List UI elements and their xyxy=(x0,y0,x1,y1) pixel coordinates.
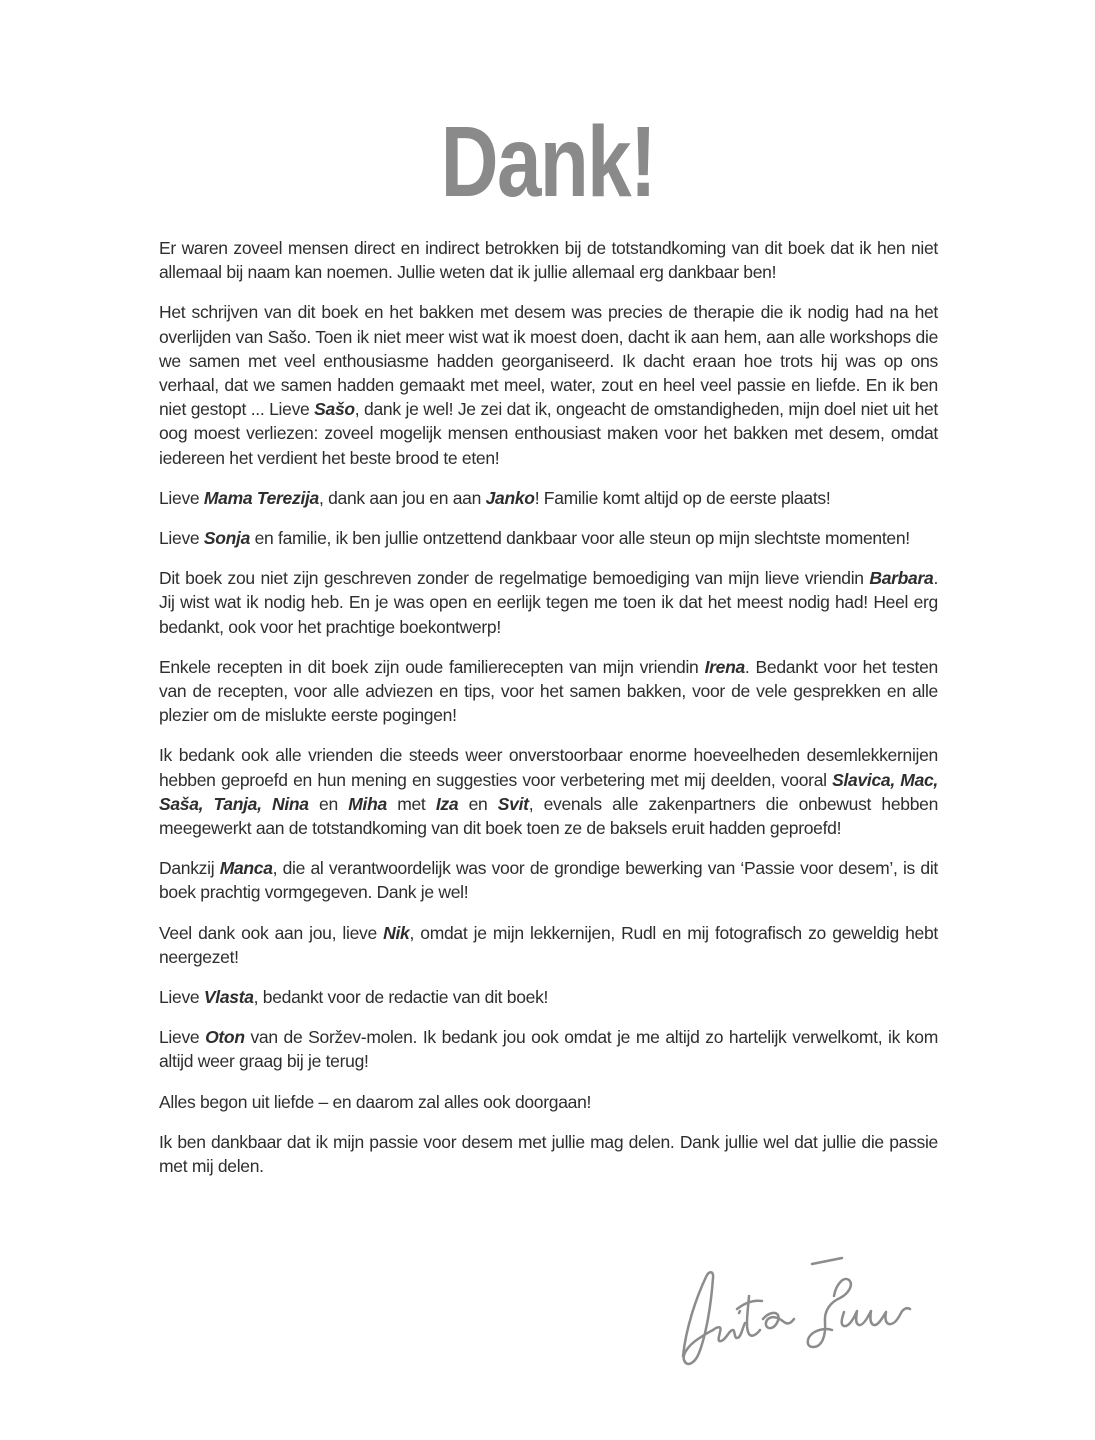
paragraph: Veel dank ook aan jou, lieve Nik, omdat je mijn lekkernijen, Rudl en mij fotografisch zo geweldig hebt neergezet! xyxy=(159,922,938,967)
paragraph: Lieve Oton van de Soržev-molen. Ik bedank jou ook omdat je me altijd zo hartelijk verwelkomt, ik kom altijd weer graag bij je terug! xyxy=(159,1027,938,1072)
paragraph: Lieve Vlasta, bedankt voor de redactie van dit boek! xyxy=(159,987,549,1008)
paragraph: Er waren zoveel mensen direct en indirect betrokken bij de totstandkoming van dit boek dat ik hen niet allemaal bij naam kan noemen. Jullie weten dat ik jullie allemaal erg dankbaar ben! xyxy=(159,238,938,283)
paragraph: Ik ben dankbaar dat ik mijn passie voor desem met jullie mag delen. Dank jullie wel dat jullie die passie met mij delen. xyxy=(159,1131,938,1177)
person-name: Svit xyxy=(497,793,529,814)
person-name: Iza xyxy=(435,793,459,814)
paragraph: Dit boek zou niet zijn geschreven zonder de regelmatige bemoediging van mijn lieve vriendin Barbara. Jij wist wat ik nodig heb. En je was open en eerlijk tegen me toen ik dat het meest nodig had! Heel erg bedankt, ook voor het prachtige boekontwerp! xyxy=(159,568,938,637)
paragraph: Het schrijven van dit boek en het bakken met desem was precies de therapie die ik nodig had na het overlijden van Sašo. Toen ik niet meer wist wat ik moest doen, dacht ik aan hem, aan alle workshops die we samen met veel enthousiasme hadden georganiseerd. Ik dacht eraan hoe trots hij was op ons verhaal, dat we samen hadden gemaakt met meel, water, zout en heel veel passie en liefde. En ik ben niet gestopt ... Lieve Sašo, dank je wel! Je zei dat ik, ongeacht de omstandigheden, mijn doel niet uit het oog moest verliezen: zoveel mogelijk mensen enthousiast maken voor het bakken met desem, omdat iedereen het verdient het beste brood te eten! xyxy=(159,302,938,468)
page-title-row xyxy=(0,106,1095,218)
person-name: Irena xyxy=(704,656,745,677)
person-name: Janko xyxy=(485,487,535,508)
person-name: Oton xyxy=(205,1027,245,1048)
person-name: Manca xyxy=(219,858,273,879)
paragraph: Lieve Sonja en familie, ik ben jullie ontzettend dankbaar voor alle steun op mijn slechtste momenten! xyxy=(159,528,910,549)
person-name: Sonja xyxy=(203,528,251,549)
person-name: Nik xyxy=(383,922,410,943)
person-name: Miha xyxy=(348,793,387,814)
paragraph: Dankzij Manca, die al verantwoordelijk was voor de grondige bewerking van ‘Passie voor desem’, is dit boek prachtig vormgegeven. Dank je wel! xyxy=(159,858,938,903)
person-name: Slavica, Mac, Saša, Tanja, Nina xyxy=(159,769,938,814)
person-name: Mama Terezija xyxy=(203,487,319,508)
paragraph: Ik bedank ook alle vrienden die steeds weer onverstoorbaar enorme hoeveelheden desemlekkernijen hebben geproefd en hun mening en suggesties voor verbetering met mij deelden, vooral Slavica, Mac, Saša, Tanja, Nina en Miha met Iza en Svit, evenals alle zakenpartners die onbewust hebben meegewerkt aan de totstandkoming van dit boek toen ze de baksels eruit hadden geproefd! xyxy=(159,745,938,839)
paragraph: Alles begon uit liefde – en daarom zal alles ook doorgaan! xyxy=(159,1091,592,1112)
paragraph: Lieve Mama Terezija, dank aan jou en aan Janko! Familie komt altijd op de eerste plaats! xyxy=(159,487,831,508)
person-name: Barbara xyxy=(869,568,934,589)
signature-handwriting xyxy=(676,1252,928,1374)
person-name: Vlasta xyxy=(203,987,254,1008)
acknowledgments-text xyxy=(159,236,938,1178)
person-name: Sašo xyxy=(314,399,355,420)
page-title: Dank! xyxy=(440,106,655,218)
paragraph: Enkele recepten in dit boek zijn oude familierecepten van mijn vriendin Irena. Bedankt voor het testen van de recepten, voor alle adviezen en tips, voor het samen bakken, voor de vele gesprekken en alle plezier om de mislukte eerste pogingen! xyxy=(159,656,938,726)
